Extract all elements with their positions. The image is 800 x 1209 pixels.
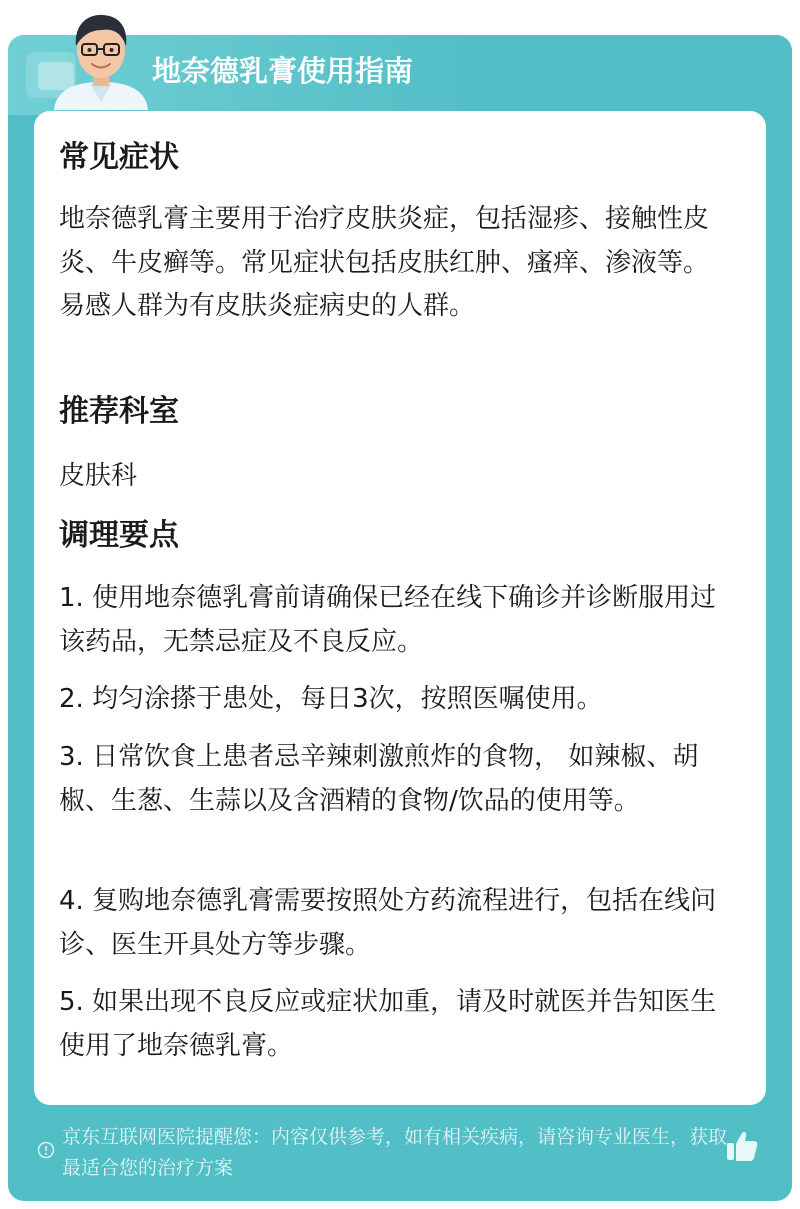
info-icon	[37, 1141, 55, 1159]
care-item: 3. 日常饮食上患者忌辛辣刺激煎炸的食物， 如辣椒、胡椒、生葱、生蒜以及含酒精的食物/饮品的使用等。	[59, 742, 699, 816]
section-heading-care: 调理要点	[59, 518, 179, 553]
care-item: 2. 均匀涂搽于患处，每日3次，按照医嘱使用。	[59, 684, 603, 714]
page-title: 地奈德乳膏使用指南	[152, 54, 414, 88]
symptoms-text: 地奈德乳膏主要用于治疗皮肤炎症，包括湿疹、接触性皮炎、牛皮癣等。常见症状包括皮肤红肿、瘙痒、渗液等。易感人群为有皮肤炎症病史的人群。	[59, 204, 710, 321]
doctor-avatar	[46, 6, 156, 110]
thumbs-up-icon[interactable]	[724, 1128, 760, 1164]
care-item: 5. 如果出现不良反应或症状加重，请及时就医并告知医生使用了地奈德乳膏。	[59, 987, 717, 1061]
footer-notice: 京东互联网医院提醒您：内容仅供参考，如有相关疾病，请咨询专业医生，获取最适合您的治疗方案	[62, 1126, 728, 1179]
section-heading-department: 推荐科室	[59, 394, 179, 429]
care-item: 1. 使用地奈德乳膏前请确保已经在线下确诊并诊断服用过该药品，无禁忌症及不良反应。	[59, 583, 717, 657]
department-text: 皮肤科	[59, 461, 138, 491]
section-heading-symptoms: 常见症状	[59, 140, 179, 175]
care-item: 4. 复购地奈德乳膏需要按照处方药流程进行，包括在线问诊、医生开具处方等步骤。	[59, 886, 717, 960]
